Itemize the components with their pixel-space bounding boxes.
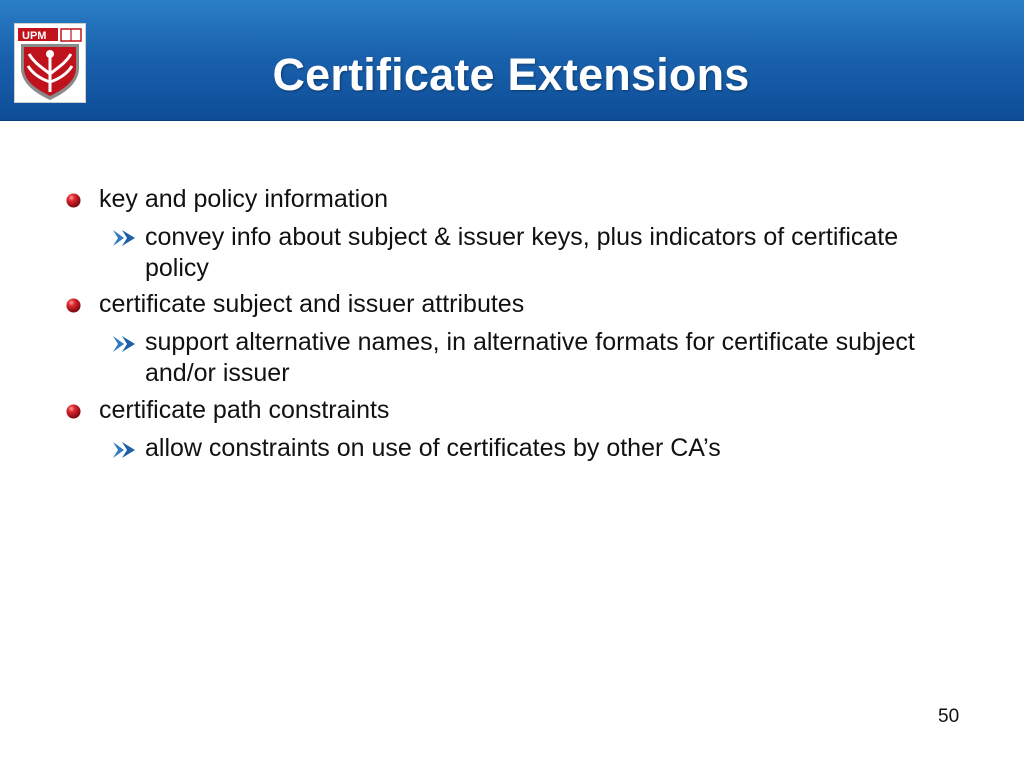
red-ball-bullet-icon (66, 193, 81, 208)
sub-bullet-item: support alternative names, in alternative formats for certificate subject and/or issuer (145, 328, 915, 387)
bullet-item: certificate path constraints (99, 396, 390, 424)
arrow-bullet-icon (112, 335, 136, 353)
sub-bullet-item: allow constraints on use of certificates by other CA’s (145, 434, 721, 462)
red-ball-bullet-icon (66, 298, 81, 313)
title-bar (0, 0, 1024, 121)
logo-text: UPM (22, 30, 47, 42)
slide-title: Certificate Extensions (272, 49, 750, 100)
bullet-item: key and policy information (99, 185, 389, 213)
bullet-item: certificate subject and issuer attributes (99, 290, 525, 318)
sub-bullet-item: convey info about subject & issuer keys, plus indicators of certificate policy (145, 223, 899, 282)
red-ball-bullet-icon (66, 404, 81, 419)
arrow-bullet-icon (112, 229, 136, 247)
arrow-bullet-icon (112, 441, 136, 459)
page-number: 50 (938, 706, 960, 727)
